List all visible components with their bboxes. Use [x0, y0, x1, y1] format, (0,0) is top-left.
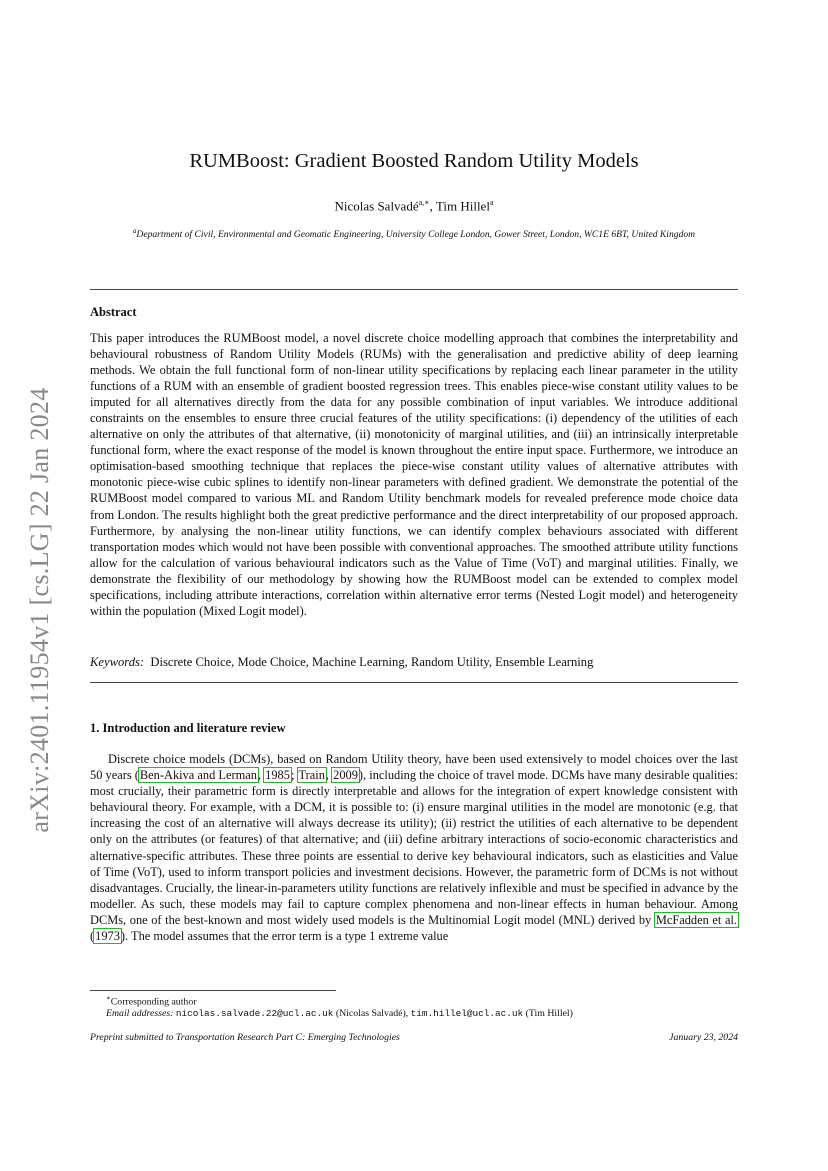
paper-title: RUMBoost: Gradient Boosted Random Utility Models: [189, 150, 639, 172]
citation-link[interactable]: Ben-Akiva and Lerman: [139, 768, 257, 783]
citation-link[interactable]: McFadden et al.: [655, 912, 738, 927]
affiliation-mark: a: [132, 227, 137, 235]
footnote-corresponding: [106, 994, 726, 1007]
email-link[interactable]: nicolas.salvade.22@ucl.ac.uk: [175, 1008, 334, 1019]
arxiv-identifier-text: arXiv:2401.11954v1 [cs.LG] 22 Jan 2024: [25, 387, 54, 833]
author-list: [90, 198, 738, 214]
affiliation-text: Department of Civil, Environmental and Geomatic Engineering, University College London, Gower Street, London, WC1E 6BT, United Kingdom: [136, 229, 696, 241]
email-owner: (Nicolas Salvadé),: [333, 1008, 411, 1019]
footnote-mark: ∗: [106, 994, 111, 1002]
affiliation: [90, 227, 738, 240]
citation-link[interactable]: 1973: [95, 929, 120, 944]
author-mark: a,∗: [418, 198, 430, 207]
paragraph-text: ), including the choice of travel mode. DCMs have many desirable qualities: most crucially, their parametric form is directly interpretable and allows for the integration of expert knowledge consistent with behavioural theory. For example, with a DCM, it is possible to: (i) ensure marginal utilities in the model are monotonic (e.g. that increasing the cost of an alternative will always decrease its utility); (ii) restrict the utilities of each alternative to be dependent only on the attributes (or features) of that alternative; and (iii) define arbitrary interactions of socio-economic characteristics and alternative-specific attributes. These three points are essential to derive key behavioural indicators, such as elasticities and Value of Time (VoT), used to inform transport policies and investment decisions. However, the parametric form of DCMs is not without disadvantages. Crucially, the linear-in-parameters utility functions are relatively inflexible and must be specified in advance by the modeller. As such, these models may fail to capture complex phenomena and non-linear effects in human behaviour. Among DCMs, one of the best-known and most widely used models is the Multinomial Logit model (MNL) derived by: [90, 768, 738, 927]
paragraph-text: ,: [257, 768, 265, 783]
section-paragraph: [90, 751, 738, 944]
abstract-text: This paper introduces the RUMBoost model, a novel discrete choice modelling approach that combines the interpretability and behavioural robustness of Random Utility Models (RUMs) with the generalisation and predictive ability of deep learning methods. We obtain the full functional form of non-linear utility specifications by replacing each linear parameter in the utility functions of a RUM with an ensemble of gradient boosted regression trees. This enables piece-wise constant utility values to be imputed for all alternatives directly from the data for any possible combination of input variables. We introduce additional constraints on the ensembles to ensure three crucial features of the utility specifications: (i) dependency of the utilities of each alternative on only the attributes of that alternative, (ii) monotonicity of marginal utilities, and (iii) an intrinsically interpretable functional form, where the exact response of the model is known throughout the entire input space. Furthermore, we introduce an optimisation-based smoothing technique that replaces the piece-wise constant utility values of alternative attributes with monotonic piece-wise cubic splines to identify non-linear parameters with defined gradient. We demonstrate the potential of the RUMBoost model compared to various ML and Random Utility benchmark models for revealed preference mode choice data from London. The results highlight both the great predictive performance and the direct interpretability of our proposed approach. Furthermore, by analysing the non-linear utility functions, we can identify complex behaviours associated with different transportation modes which would not have been possible with conventional approaches. The smoothed attribute utility functions allow for the calculation of various behavioural indicators such as the Value of Time (VoT) and marginal utilities. Finally, we demonstrate the flexibility of our methodology by showing how the RUMBoost model can be extended to complex model specifications, including attribute interactions, correlation within alternative error terms (Nested Logit model) and heterogeneity within the population (Mixed Logit model).: [90, 331, 738, 618]
footer-journal: Preprint submitted to Transportation Research Part C: Emerging Technologies: [90, 1032, 400, 1043]
paragraph-text: Discrete choice models (DCMs), based on Random Utility theory, have been used extensively to model choices over the last 50 years (: [90, 752, 738, 783]
email-link[interactable]: tim.hillel@ucl.ac.uk: [410, 1008, 524, 1019]
abstract-bottom-rule: [90, 682, 738, 683]
footnote-rule: [90, 990, 336, 991]
email-owner: (Tim Hillel): [523, 1008, 573, 1019]
footnote-text: Corresponding author: [110, 996, 197, 1008]
paragraph-text: (: [90, 929, 95, 944]
abstract-heading: Abstract: [90, 305, 137, 319]
keywords: [90, 655, 738, 670]
footer-date: January 23, 2024: [669, 1032, 738, 1043]
paragraph-text: ,: [325, 768, 333, 783]
page-footer: [90, 1032, 738, 1043]
keywords-text: Discrete Choice, Mode Choice, Machine Learning, Random Utility, Ensemble Learning: [150, 655, 594, 669]
email-label: Email addresses:: [106, 1008, 174, 1019]
author-name: Tim Hillel: [435, 198, 490, 214]
keywords-label: Keywords:: [90, 655, 145, 669]
arxiv-identifier: [22, 370, 58, 850]
author-name: Nicolas Salvadé: [334, 198, 419, 214]
section-heading: 1. Introduction and literature review: [90, 721, 286, 735]
author-mark: a: [489, 198, 494, 207]
citation-link[interactable]: Train: [298, 768, 325, 783]
paragraph-text: ). The model assumes that the error term is a type 1 extreme value: [120, 929, 449, 944]
footnote-emails: [106, 1008, 726, 1019]
paragraph-text: ;: [290, 768, 298, 783]
citation-link[interactable]: 1985: [265, 768, 290, 783]
citation-link[interactable]: 2009: [333, 768, 358, 783]
author-separator: ,: [429, 198, 436, 214]
abstract-top-rule: [90, 289, 738, 290]
